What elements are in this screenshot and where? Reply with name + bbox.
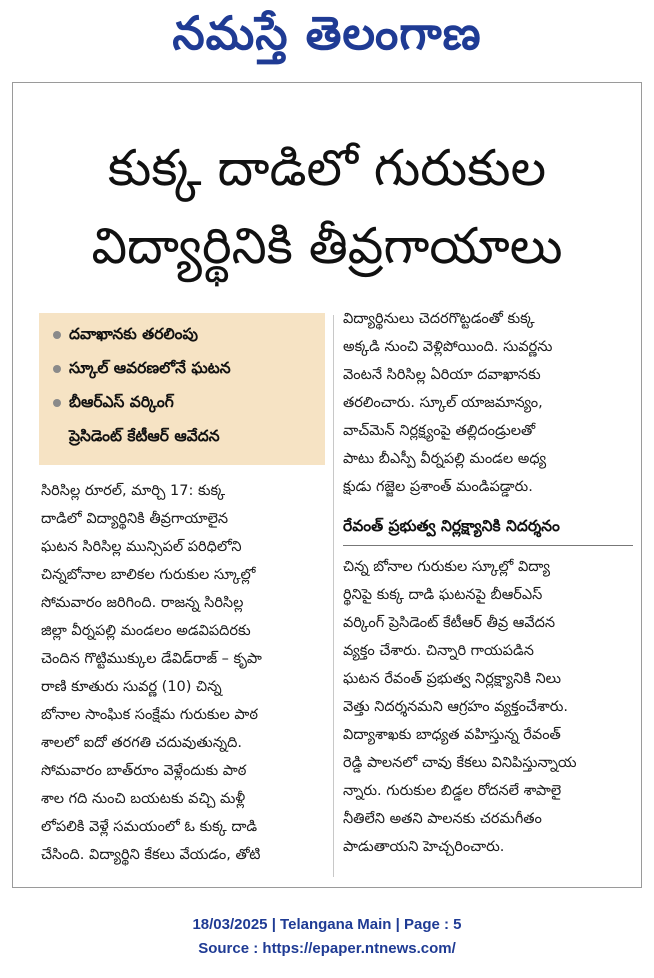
highlight-item-2 — [53, 359, 231, 381]
highlight-item-1 — [53, 325, 198, 347]
newspaper-logo: నమస్తే తెలంగాణ — [172, 6, 482, 60]
article-line: పాటు బీఎస్పీ వీర్నపల్లి మండల అధ్య — [343, 451, 547, 467]
highlight-text: దవాఖానకు తరలింపు — [69, 325, 198, 343]
article-line: సోమవారం బాత్‌రూం వెళ్లేందుకు పాఠ — [41, 763, 247, 779]
article-line: దాడిలో విద్యార్థినికి తీవ్రగాయాలైన — [41, 511, 229, 527]
section-subheading: రేవంత్ ప్రభుత్వ నిర్లక్ష్యానికి నిదర్శనం — [343, 517, 560, 535]
bullet-icon — [53, 365, 61, 373]
article-line: వర్కింగ్ ప్రెసిడెంట్ కేటీఆర్ తీవ్ర ఆవేదన — [343, 615, 556, 631]
article-line: బోనాల సాంఘిక సంక్షేమ గురుకుల పాఠ — [41, 707, 258, 723]
article-line: తరలించారు. స్కూల్ యాజమాన్యం, — [343, 395, 543, 411]
article-line: వెత్తు నిదర్శనమని ఆగ్రహం వ్యక్తంచేశారు. — [343, 699, 568, 715]
footer-source-line: Source : https://epaper.ntnews.com/ — [198, 940, 456, 957]
article-line: న్నారు. గురుకుల బిడ్డల రోదనలే శాపాలై — [343, 783, 562, 799]
article-line: అక్కడి నుంచి వెళ్లిపోయింది. సువర్ణను — [343, 339, 553, 355]
article-line: పాడుతాయని హెచ్చరించారు. — [343, 839, 505, 855]
bullet-icon — [53, 399, 61, 407]
highlight-text: బీఆర్ఎస్ వర్కింగ్ — [69, 393, 174, 411]
article-line: విద్యాశాఖకు బాధ్యత వహిస్తున్న రేవంత్ — [343, 727, 561, 743]
article-line: శాల గది నుంచి బయటకు వచ్చి మళ్లీ — [41, 791, 246, 807]
article-line: ర్థినిపై కుక్క దాడి ఘటనపై బీఆర్ఎస్ — [343, 587, 543, 603]
news-clipping — [12, 82, 642, 888]
article-line: సిరిసిల్ల రూరల్, మార్చి 17: కుక్క — [41, 483, 226, 499]
article-line: చెందిన గొట్టిముక్కుల డేవిడ్‌రాజ్ – కృపా — [41, 651, 262, 667]
article-line: ఘటన సిరిసిల్ల మున్సిపల్ పరిధిలోని — [41, 539, 242, 555]
headline-line-2: విద్యార్థినికి తీవ్రగాయాలు — [91, 217, 563, 275]
subheading-rule — [343, 545, 633, 546]
article-line: వాచ్‌మెన్ నిర్లక్ష్యంపై తల్లిదండ్రులతో — [343, 423, 536, 439]
article-line: ఘటన రేవంత్ ప్రభుత్వ నిర్లక్ష్యానికి నిలు — [343, 671, 561, 687]
highlight-item-3-continuation: ప్రెసిడెంట్ కేటీఆర్ ఆవేదన — [69, 427, 220, 445]
article-line: చిన్న బోనాల గురుకుల స్కూల్లో విద్యా — [343, 559, 550, 575]
article-line: విద్యార్థినులు చెదరగొట్టడంతో కుక్క — [343, 311, 535, 327]
article-line: జిల్లా వీర్నపల్లి మండలం అడవిపదిరకు — [41, 623, 251, 639]
article-line: సోమవారం జరిగింది. రాజన్న సిరిసిల్ల — [41, 595, 244, 611]
article-line: శాలలో ఐదో తరగతి చదువుతున్నది. — [41, 735, 243, 751]
article-line: వెంటనే సిరిసిల్ల ఏరియా దవాఖానకు — [343, 367, 541, 383]
highlights-box — [39, 313, 325, 465]
footer-date-line: 18/03/2025 | Telangana Main | Page : 5 — [192, 916, 462, 933]
article-line: రెడ్డి పాలనలో చావు కేకలు వినిపిస్తున్నాయ — [343, 755, 577, 771]
article-line: నీతిలేని అతని పాలనకు చరమగీతం — [343, 811, 542, 827]
column-divider — [333, 315, 334, 877]
highlight-item-3 — [53, 393, 174, 415]
headline-line-1: కుక్క దాడిలో గురుకుల — [107, 139, 547, 197]
article-line: రాణి కూతురు సువర్ణ (10) చిన్న — [41, 679, 222, 695]
article-line: వ్యక్తం చేశారు. చిన్నారి గాయపడిన — [343, 643, 534, 659]
article-line: చిన్నబోనాల బాలికల గురుకుల స్కూల్లో — [41, 567, 256, 583]
article-line: లోపలికి వెళ్లే సమయంలో ఓ కుక్క దాడి — [41, 819, 258, 835]
masthead — [0, 0, 654, 76]
article-line: చేసింది. విద్యార్థిని కేకలు వేయడం, తోటి — [41, 847, 261, 863]
highlight-text: స్కూల్ ఆవరణలోనే ఘటన — [69, 359, 231, 377]
article-line: క్షుడు గజ్జెల ప్రశాంత్ మండిపడ్డారు. — [343, 479, 533, 495]
bullet-icon — [53, 331, 61, 339]
